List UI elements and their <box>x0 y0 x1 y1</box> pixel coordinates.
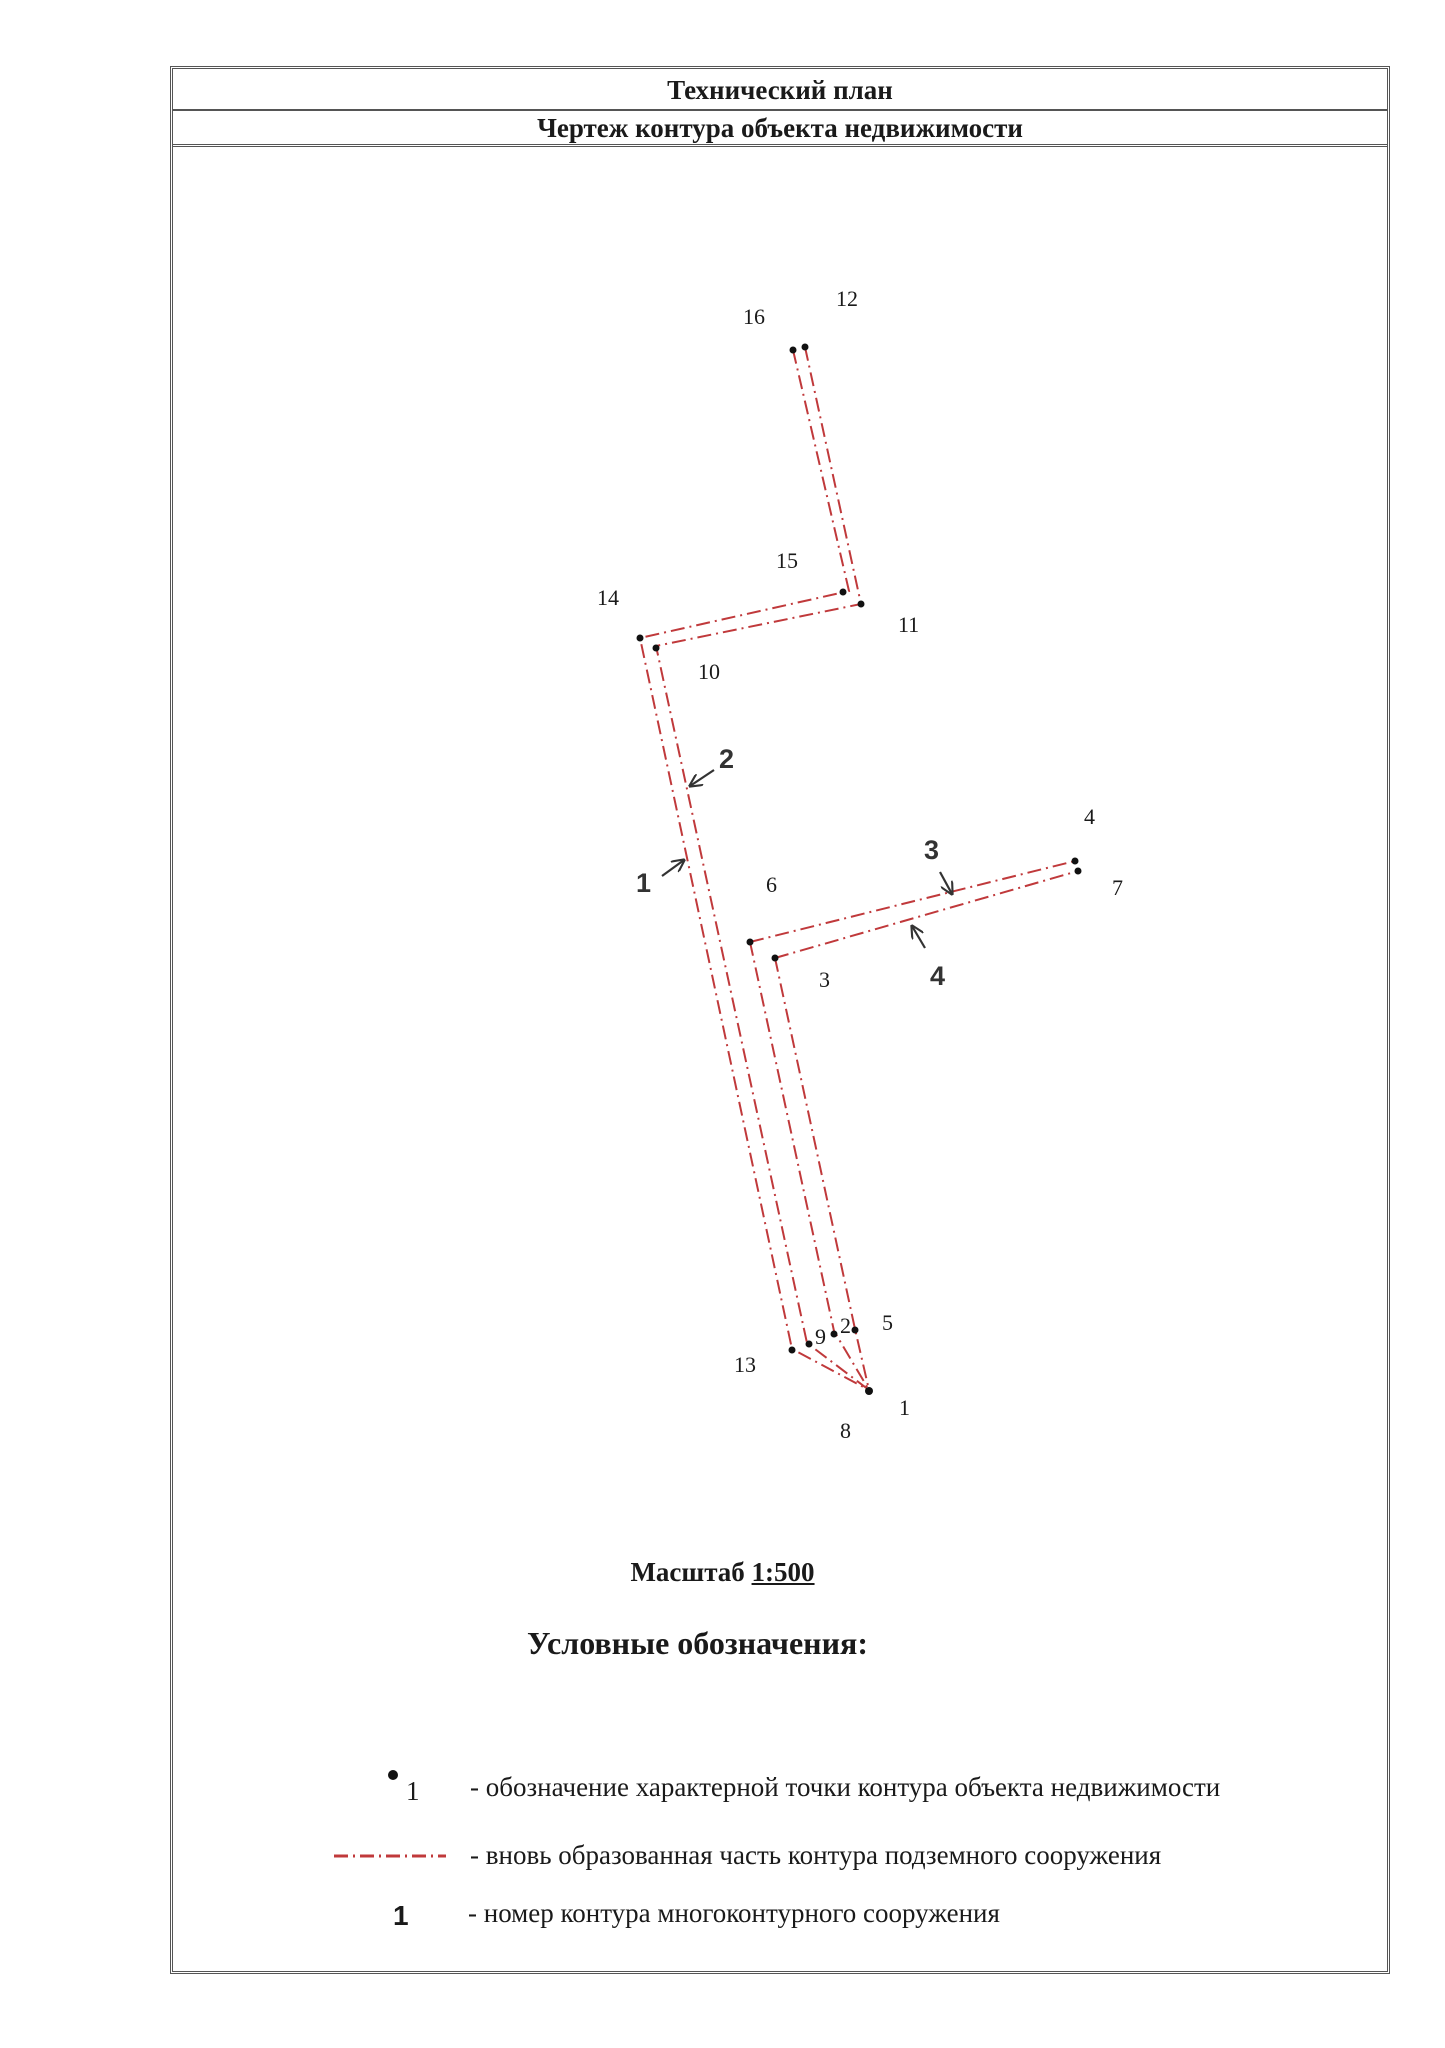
contour-arrow-4 <box>912 926 925 948</box>
contour-line-2b <box>775 871 1078 958</box>
point-14-marker <box>637 635 644 642</box>
point-15-marker <box>840 589 847 596</box>
legend-title: Условные обозначения: <box>527 1625 868 1661</box>
contour-number: 1 <box>636 868 652 898</box>
point-label: 7 <box>1112 875 1123 900</box>
contour-line-3 <box>750 942 869 1390</box>
point-5-marker <box>852 1327 859 1334</box>
point-label: 15 <box>776 548 798 573</box>
point-3-marker <box>772 955 779 962</box>
point-label: 2 <box>840 1313 851 1338</box>
document-title: Технический план <box>173 69 1387 111</box>
legend-contour-number: 1 <box>393 1900 409 1931</box>
legend-contour-text: - номер контура многоконтурного сооружения <box>468 1898 1000 1928</box>
point-16-marker <box>790 347 797 354</box>
contour-line-2 <box>750 861 1075 942</box>
contour-line-1b <box>656 347 869 1390</box>
contour-arrow-2 <box>690 770 714 786</box>
legend-line-text: - вновь образованная часть контура подземного сооружения <box>470 1840 1162 1870</box>
contour-number: 2 <box>719 744 735 774</box>
point-11-marker <box>858 601 865 608</box>
contour-number: 3 <box>924 835 940 865</box>
legend-point-symbol <box>388 1770 398 1780</box>
contour-number: 4 <box>930 961 946 991</box>
point-13-marker <box>789 1347 796 1354</box>
legend-point-text: - обозначение характерной точки контура объекта недвижимости <box>470 1772 1221 1802</box>
point-12-marker <box>802 344 809 351</box>
point-2-marker <box>831 1331 838 1338</box>
legend-point-number: 1 <box>406 1776 420 1806</box>
point-10-marker <box>653 645 660 652</box>
point-label: 6 <box>766 872 777 897</box>
point-7-marker <box>1075 868 1082 875</box>
point-label: 13 <box>734 1352 756 1377</box>
point-1-marker <box>865 1387 873 1395</box>
point-label: 16 <box>743 304 765 329</box>
point-label: 3 <box>819 967 830 992</box>
scale-prefix: Масштаб <box>630 1557 745 1587</box>
point-9-marker <box>806 1341 813 1348</box>
scale-value: 1:500 <box>751 1557 815 1587</box>
point-label: 10 <box>698 659 720 684</box>
point-label: 5 <box>882 1310 893 1335</box>
contour-arrow-1 <box>662 860 684 876</box>
point-label: 12 <box>836 286 858 311</box>
point-4-marker <box>1072 858 1079 865</box>
point-label: 8 <box>840 1418 851 1443</box>
point-6-marker <box>747 939 754 946</box>
scale-label <box>0 1557 1445 1588</box>
drawing-subtitle: Чертеж контура объекта недвижимости <box>173 111 1387 147</box>
point-label: 4 <box>1084 804 1095 829</box>
point-label: 9 <box>815 1324 826 1349</box>
contour-arrow-3 <box>940 872 952 894</box>
contour-line-1 <box>640 350 869 1390</box>
point-label: 1 <box>899 1395 910 1420</box>
point-label: 11 <box>898 612 920 637</box>
point-label: 14 <box>597 585 619 610</box>
